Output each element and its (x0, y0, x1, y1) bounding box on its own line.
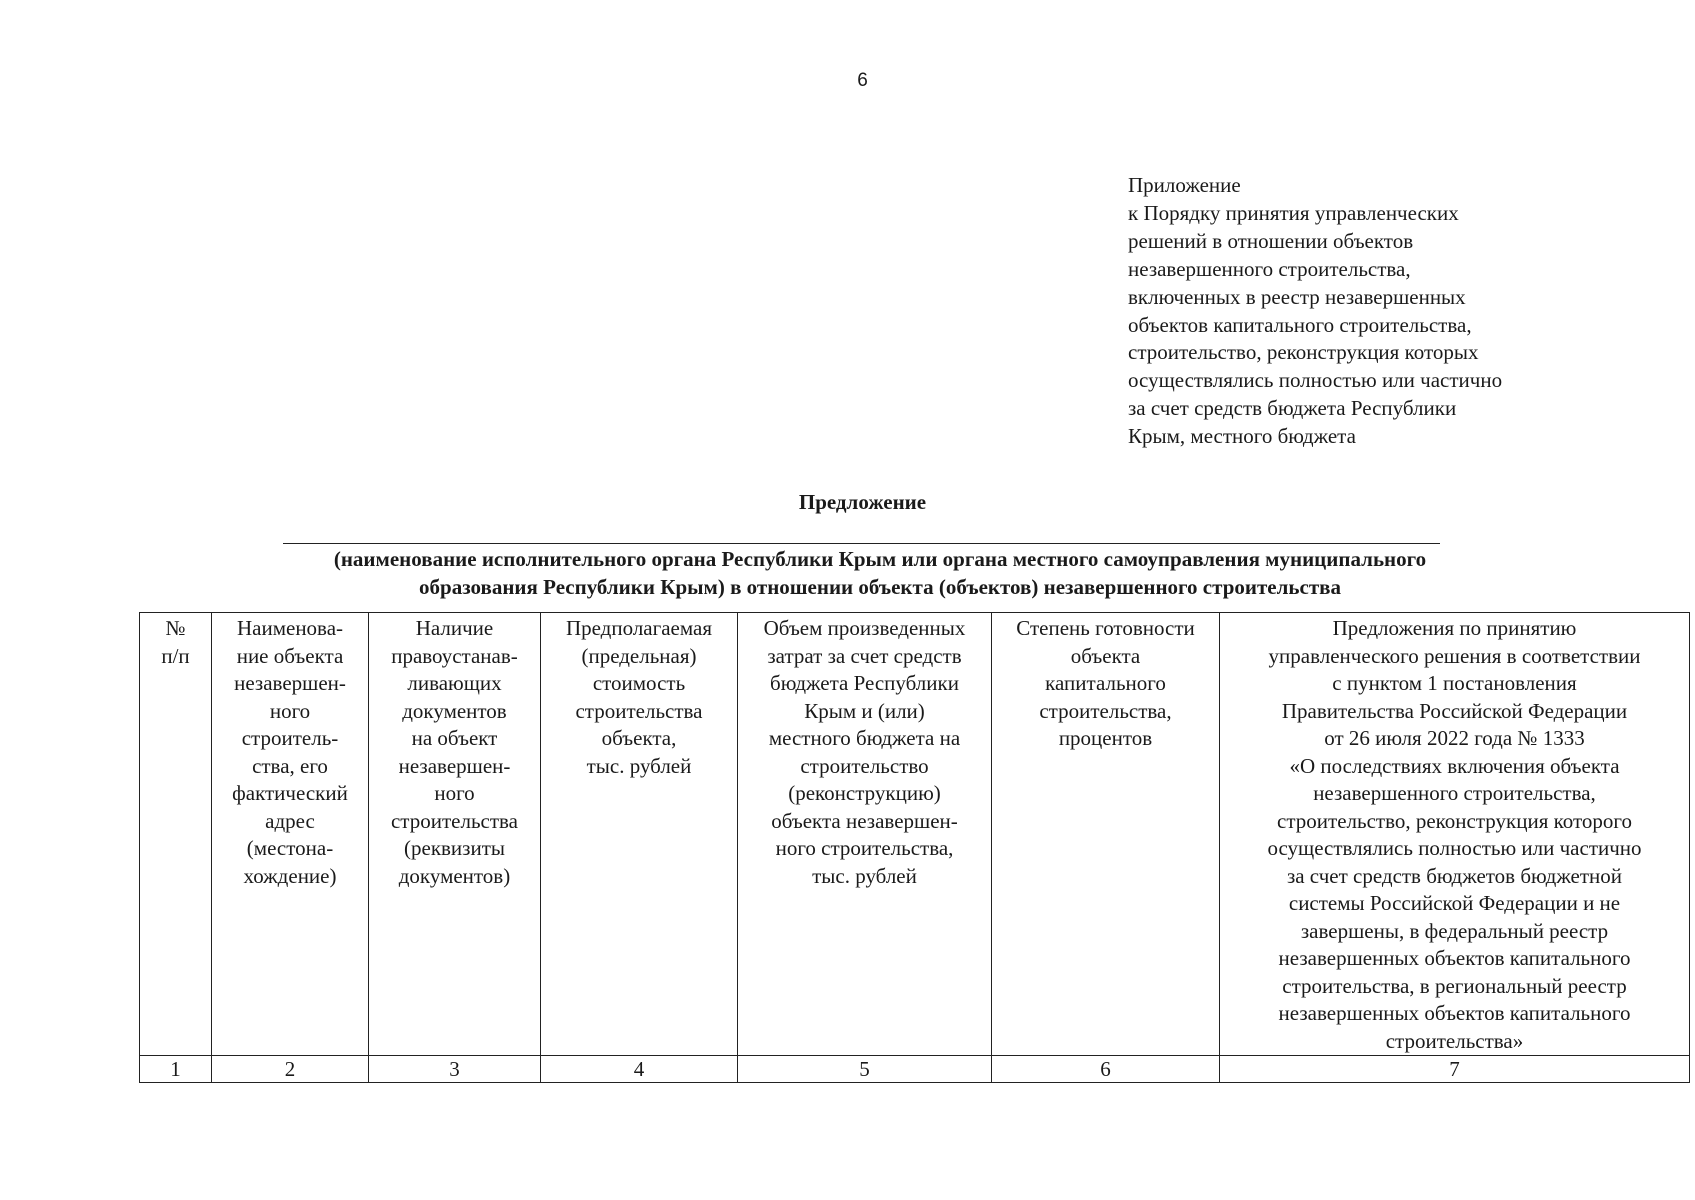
header-cell-object-name: Наименова- ние объекта незавершен- ного строитель- ства, его фактический адрес (местона- хождение) (212, 613, 369, 1056)
appendix-line: объектов капитального строительства, (1128, 312, 1472, 337)
appendix-line: строительство, реконструкция которых (1128, 340, 1479, 365)
appendix-line: за счет средств бюджета Республики (1128, 396, 1457, 421)
column-number-cell: 5 (738, 1056, 992, 1083)
appendix-block (1128, 172, 1598, 451)
fill-in-line (283, 543, 1440, 544)
table-header-row (140, 613, 1690, 1056)
header-cell-readiness: Степень готовности объекта капитального строительства, процентов (992, 613, 1220, 1056)
subtitle-line-2: образования Республики Крым) в отношении объекта (объектов) незавершенного строительства (419, 575, 1341, 599)
appendix-line: Крым, местного бюджета (1128, 424, 1356, 449)
column-number-row (140, 1056, 1690, 1083)
appendix-line: осуществлялись полностью или частично (1128, 368, 1503, 393)
appendix-line: решений в отношении объектов (1128, 228, 1414, 253)
header-cell-documents: Наличие правоустанав- ливающих документов на объект незавершен- ного строительства (реквизиты документов) (369, 613, 541, 1056)
appendix-line: незавершенного строительства, (1128, 256, 1411, 281)
subtitle-line-1: (наименование исполнительного органа Республики Крым или органа местного самоуправления муниципального (333, 547, 1427, 571)
column-number-cell: 2 (212, 1056, 369, 1083)
column-number-cell: 7 (1220, 1056, 1690, 1083)
header-cell-number: № п/п (140, 613, 212, 1056)
column-number-cell: 6 (992, 1056, 1220, 1083)
document-subtitle (200, 545, 1560, 601)
column-number-cell: 3 (369, 1056, 541, 1083)
header-cell-costs-incurred: Объем произведенных затрат за счет средств бюджета Республики Крым и (или) местного бюджета на строительство (реконструкцию) объекта незавершен- ного строительства, тыс. рублей (738, 613, 992, 1056)
appendix-line: к Порядку принятия управленческих (1128, 200, 1459, 225)
header-cell-estimated-cost: Предполагаемая (предельная) стоимость строительства объекта, тыс. рублей (541, 613, 738, 1056)
appendix-line: Приложение (1128, 173, 1241, 197)
column-number-cell: 1 (140, 1056, 212, 1083)
column-number-cell: 4 (541, 1056, 738, 1083)
proposal-table (139, 612, 1690, 1083)
appendix-line: включенных в реестр незавершенных (1128, 284, 1466, 309)
document-title: Предложение (798, 490, 927, 514)
page-number: 6 (857, 70, 868, 91)
header-cell-proposals: Предложения по принятию управленческого решения в соответствии с пунктом 1 постановления Правительства Российской Федерации от 26 июля 2022 года № 1333 «О последствиях включения объекта незавершенного строительства, строительство, реконструкция которого осуществлялись полностью или частично за счет средств бюджетов бюджетной системы Российской Федерации и не завершены, в федеральный реестр незавершенных объектов капитального строительства, в региональный реестр незавершенных объектов капитального строительства» (1220, 613, 1690, 1056)
